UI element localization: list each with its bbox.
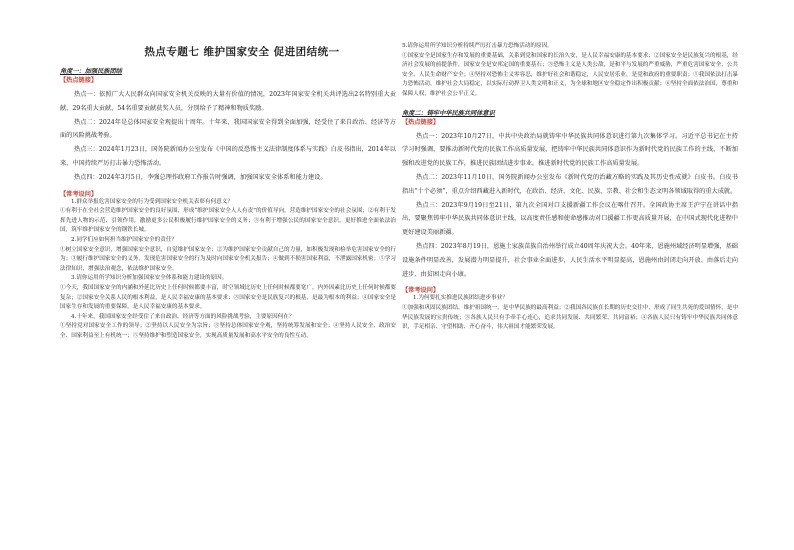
right-column <box>402 42 738 333</box>
hot-item-3: 热点三：2024年1月23日，国务院新闻办公室发布《中国的反恐怖主义法律制度体系与实践》白皮书指出，2014年以来，中国持续严厉打击暴力恐怖活动。 <box>60 146 396 167</box>
qa-answer-3: ①今天，我国国家安全的内涵和外延比历史上任何时候都要丰富，时空领域比历史上任何时候都要宽广，内外因素比历史上任何时候都要复杂；②国家安全关系人民的根本利益，是人民幸福安康的基本要求；③国家安全是民族复兴的根基，是最为根本的利益；④国家安全是国家生存和发展的重要保障，是人民幸福安康的基本要求。 <box>60 284 396 311</box>
hot-item-r1: 热点一：2023年10月27日，中共中央政治局就铸牢中华民族共同体意识进行第九次集体学习。习近平总书记在主持学习时强调，要推动新时代党的民族工作高质量发展，把铸牢中华民族共同体意识作为新时代党的民族工作的主线，不断加强和改进党的民族工作，推进民族团结进步事业，推进新时代党的民族工作高质量发展。 <box>402 132 738 168</box>
qa-answer-5: ①国家安全是国家生存和发展的重要基础，关系到党和国家的长治久安，是人民幸福安康的基本要求；②国家安全是民族复兴的根基，经济社会发展的前提条件，国家安全是安邦定国的重要基石；③恐怖主义是人类公敌，是和平与发展的严重威胁，严重危害国家安全、公共安全、人民生命财产安全；④坚持对恐怖主义零容忍，维护好社会和谐稳定，人民安居乐业，是党和政府的重要职责；⑤我国依法打击暴力恐怖活动，维护社会大局稳定，以实际行动捍卫人类文明和正义，为全球和地区安全稳定作出积极贡献；⑥坚持全面依法治国，尊重和保障人权，维护社会公平正义。 <box>402 52 738 97</box>
qa-question-1: 1.群众举报危害国家安全的行为受到国家安全机关表彰有何意义？ <box>71 198 233 205</box>
hot-item-4: 热点四：2024年3月5日，李强总理作政府工作报告时强调，加强国家安全体系和能力建设。 <box>74 173 327 181</box>
hot-item-r4: 热点四：2023年8月19日，恩施土家族苗族自治州举行成立40周年庆祝大会。40年来，恩施州域经济明显增强，基础设施条件明显改善，发展潜力明显提升，社会事业全面进步，人民生活水平明显提高，恩施州由封闭走向开放、由落后走向进步、由贫困走向小康。 <box>402 242 738 278</box>
section-heading-community: 角度二：铸牢中华民族共同体意识 <box>402 109 495 117</box>
hot-item-r2: 热点二：2023年11月10日，国务院新闻办公室发布《新时代党的治藏方略的实践及其历史性成就》白皮书。白皮书指出“十个必须”，重点介绍西藏进入新时代，在政治、经济、文化、民族、宗教、社会和生态文明各领域取得的重大成就。 <box>402 173 738 195</box>
qa-answer-4: ①坚持党对国家安全工作的领导；②坚持以人民安全为宗旨；③坚持总体国家安全观，坚持统筹发展和安全；④坚持人民安全、政治安全、国家利益至上有机统一；⑤坚持维护和塑造国家安全，实现高质量发展和高水平安全的良性互动。 <box>60 323 396 339</box>
page-title: 热点专题七 维护国家安全 促进团结统一 <box>144 46 340 58</box>
hot-link-label: 【热点链接】 <box>60 77 98 84</box>
hot-item-r3: 热点三：2023年9月19日至21日，第九次全国对口支援新疆工作会议在喀什召开。全国政协主席王沪宁在讲话中指出，要聚焦铸牢中华民族共同体意识主线，以高度责任感和使命感推动对口援疆工作更高质量开展，在中国式现代化进程中更好建设美丽新疆。 <box>402 201 738 237</box>
qa-question-r1: 1.为何要扎实推进民族团结进步事业？ <box>413 295 508 302</box>
qa-question-3: 3.请你运用所学知识分析加强国家安全体系和能力建设的原因。 <box>71 275 228 282</box>
qa-answer-1: ①有利于在全社会营造维护国家安全的良好氛围，形成“维护国家安全人人有责”的价值导向，营造维护国家安全的社会氛围；②有利于发挥先进人物的示范、引领作用，激励更多公民积极履行维护国家安全的义务；③有利于增强公民的国家安全意识，更好推进全面依法治国，筑牢维护国家安全的钢铁长城。 <box>60 208 396 234</box>
qa-question-2: 2.同学们应如何担当维护国家安全的责任？ <box>71 236 178 243</box>
qa-question-5: 5.请你运用所学知识分析持续严厉打击暴力恐怖活动的原因。 <box>402 43 553 49</box>
hot-link-label-2: 【热点链接】 <box>402 118 440 126</box>
section-heading-unity: 角度一：加强民族团结 <box>60 68 122 75</box>
hot-item-2: 热点二：2024年是总体国家安全观提出十周年。十年来，我国国家安全得到全面加强，经受住了来自政治、经济等方面的风险挑战考验。 <box>60 118 396 140</box>
left-column <box>60 66 396 341</box>
qa-label-2: 【常考设问】 <box>402 287 440 295</box>
qa-label: 【常考设问】 <box>60 190 98 198</box>
qa-answer-r1: ①加强和巩固民族团结，维护祖国统一，是中华民族的最高利益；②我国各民族在长期的历史交往中，形成了同生共死的爱国情怀，是中华民族发展的宝贵传统；③各族人民只有手牵手心连心，追求共同发展、共同繁荣、共同富裕；④各族人民只有铸牢中华民族共同体意识，手足相亲、守望相助、齐心奋斗，伟大祖国才能繁荣发展。 <box>402 304 738 331</box>
qa-answer-2: ①树立国家安全意识，增强国家安全意识，自觉维护国家安全；②为维护国家安全贡献自己的力量，如积极发现和检举危害国家安全的行为；③履行维护国家安全的义务，发现危害国家安全的行为及时向国家安全机关报告；④做到不损害国家利益，不泄露国家机密；⑤学习法律知识，增强法治观念，依法维护国家安全。 <box>60 246 396 272</box>
hot-item-1: 热点一：依照广大人民群众向国家安全机关反映的大量有价值的情况，2023年国家安全机关共评选出2名特别重大贡献、29名重大贡献、54名重要贡献获奖人员，分别给予了精神和物质奖励。 <box>60 91 396 112</box>
qa-question-4: 4.十年来，我国国家安全经受住了来自政治、经济等方面的风险挑战考验，主要原因何在？ <box>71 313 295 320</box>
